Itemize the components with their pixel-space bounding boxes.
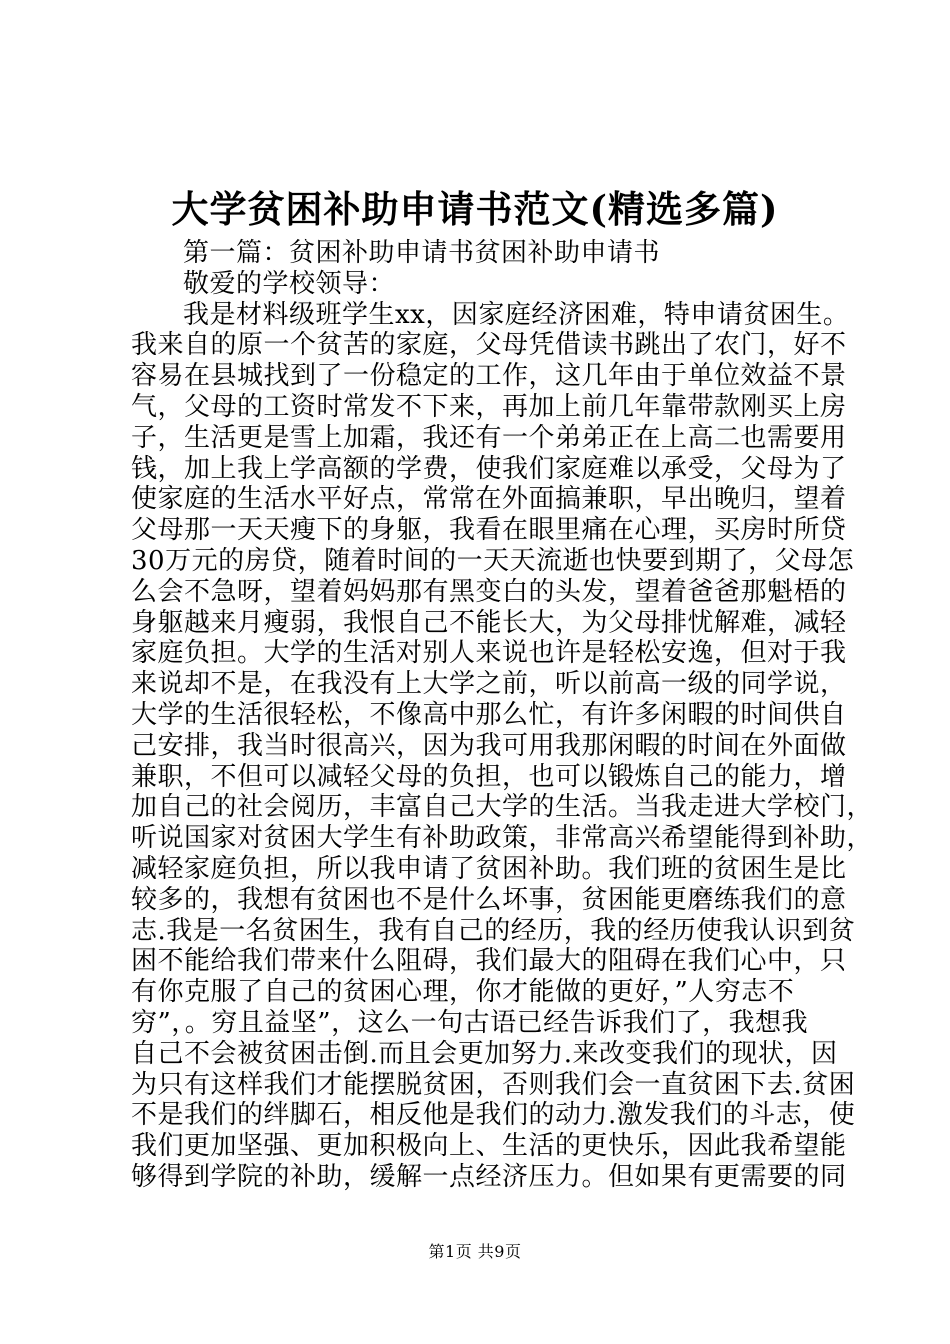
body-line: 加自己的社会阅历，丰富自己大学的生活。当我走进大学校门， bbox=[131, 792, 874, 823]
body-line: 容易在县城找到了一份稳定的工作，这几年由于单位效益不景 bbox=[131, 361, 847, 392]
body-line: 大学的生活很轻松，不像高中那么忙，有许多闲暇的时间供自 bbox=[131, 699, 847, 730]
page-number-footer: 第1页 共9页 bbox=[428, 1242, 522, 1261]
body-line: 己安排，我当时很高兴，因为我可用我那闲暇的时间在外面做 bbox=[131, 730, 847, 761]
body-line: 有你克服了自己的贫困心理，你才能做的更好，”人穷志不 bbox=[131, 977, 795, 1008]
body-line: 么会不急呀，望着妈妈那有黑变白的头发，望着爸爸那魁梧的 bbox=[131, 576, 847, 607]
body-line: 我们更加坚强、更加积极向上、生活的更快乐，因此我希望能 bbox=[131, 1131, 847, 1162]
body-line: 志.我是一名贫困生，我有自己的经历，我的经历使我认识到贫 bbox=[131, 915, 856, 946]
body-line: 听说国家对贫困大学生有补助政策，非常高兴希望能得到补助， bbox=[131, 823, 874, 854]
body-line: 兼职，不但可以减轻父母的负担，也可以锻炼自己的能力，增 bbox=[131, 761, 847, 792]
body-line: 为只有这样我们才能摆脱贫困，否则我们会一直贫困下去.贫困 bbox=[131, 1069, 856, 1100]
document-body bbox=[131, 238, 874, 1193]
body-line: 我来自的原一个贫苦的家庭，父母凭借读书跳出了农门，好不 bbox=[131, 330, 847, 361]
body-line: 我是材料级班学生xx，因家庭经济困难，特申请贫困生。 bbox=[183, 299, 850, 330]
body-line: 父母那一天天瘦下的身躯，我看在眼里痛在心理，买房时所贷 bbox=[131, 515, 847, 546]
body-line: 身躯越来月瘦弱，我恨自己不能长大，为父母排忧解难，减轻 bbox=[131, 607, 847, 638]
document-title: 大学贫困补助申请书范文(精选多篇) bbox=[171, 187, 779, 231]
body-line: 气，父母的工资时常发不下来，再加上前几年靠带款刚买上房 bbox=[131, 391, 847, 422]
body-line: 穷”，。穷且益坚”，这么一句古语已经告诉我们了，我想我 bbox=[131, 1007, 809, 1038]
body-line: 来说却不是，在我没有上大学之前，听以前高一级的同学说， bbox=[131, 669, 847, 700]
body-line: 自己不会被贫困击倒.而且会更加努力.来改变我们的现状，因 bbox=[131, 1038, 838, 1069]
body-line: 够得到学院的补助，缓解一点经济压力。但如果有更需要的同 bbox=[131, 1161, 847, 1192]
body-line: 不是我们的绊脚石，相反他是我们的动力.激发我们的斗志，使 bbox=[131, 1100, 856, 1131]
body-line: 减轻家庭负担，所以我申请了贫困补助。我们班的贫困生是比 bbox=[131, 853, 847, 884]
body-line: 家庭负担。大学的生活对别人来说也许是轻松安逸，但对于我 bbox=[131, 638, 847, 669]
body-line: 30万元的房贷，随着时间的一天天流逝也快要到期了，父母怎 bbox=[131, 545, 855, 576]
body-line: 较多的，我想有贫困也不是什么坏事，贫困能更磨练我们的意 bbox=[131, 884, 847, 915]
body-line: 使家庭的生活水平好点，常常在外面搞兼职，早出晚归，望着 bbox=[131, 484, 847, 515]
body-line: 钱，加上我上学高额的学费，使我们家庭难以承受，父母为了 bbox=[131, 453, 847, 484]
body-line: 敬爱的学校领导： bbox=[183, 268, 396, 299]
body-line: 困不能给我们带来什么阻碍，我们最大的阻碍在我们心中，只 bbox=[131, 946, 847, 977]
body-line: 子，生活更是雪上加霜，我还有一个弟弟正在上高二也需要用 bbox=[131, 422, 847, 453]
body-line: 第一篇：贫困补助申请书贫困补助申请书 bbox=[183, 238, 661, 268]
